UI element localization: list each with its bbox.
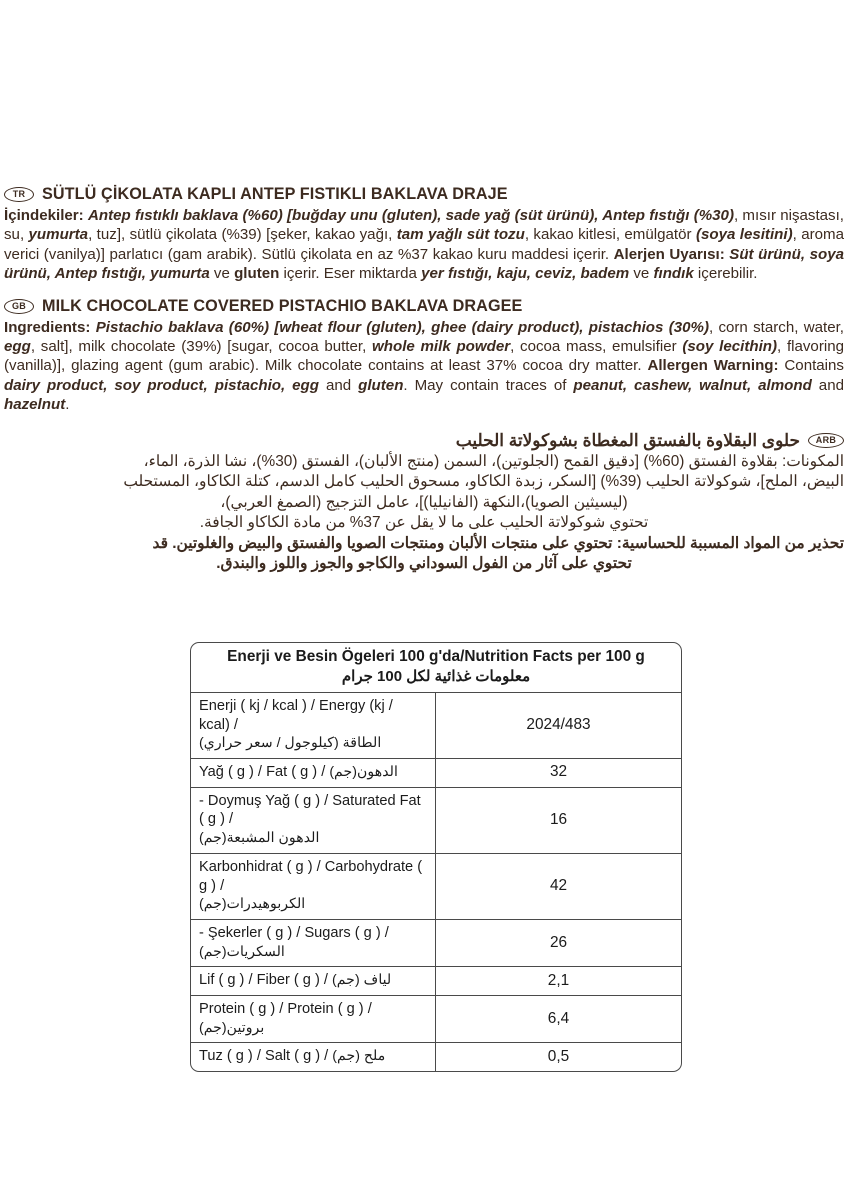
table-row: [190, 854, 682, 920]
row-label-fiber-en: Fiber ( g ) /: [256, 972, 328, 989]
table-row: [190, 996, 682, 1043]
row-label-saturated-fat-tr: - Doymuş Yağ ( g ) /: [199, 792, 329, 809]
english-ingredients-body: Pistachio baklava (60%) [wheat flour (gluten), ghee (dairy product), pistachios (30%), corn starch, water, egg, salt], milk chocolate (39%) [sugar, cocoa butter, whole milk powder, cocoa mass, emulsifier (soy lecithin), flavoring (vanilla)], glazing agent (gum arabic). Milk chocolate contains at least 37% cocoa dry matter.: [4, 318, 844, 375]
table-row: [190, 1043, 682, 1072]
turkish-heading: [4, 186, 844, 203]
row-label-fiber: [190, 967, 436, 996]
row-label-carbohydrate-tr: Karbonhidrat ( g ) /: [199, 858, 321, 875]
arabic-section: [4, 431, 844, 575]
row-label-sugars: [190, 920, 436, 967]
english-product-title: MILK CHOCOLATE COVERED PISTACHIO BAKLAVA DRAGEE: [42, 296, 523, 315]
table-header-main: Enerji ve Besin Ögeleri 100 g'da/Nutrition Facts per 100 g: [227, 648, 645, 665]
arabic-line-1: المكونات: بقلاوة الفستق (60%) [دقيق القمح (الجلوتين)، السمن (منتج الألبان)، الفستق (30%)، نشا الذرة، الماء،: [143, 452, 844, 470]
arabic-allergen-line-2: تحتوي على آثار من الفول السوداني والكاجو والجوز واللوز والبندق.: [216, 555, 632, 573]
arabic-line-4: تحتوي شوكولاتة الحليب على ما لا يقل عن 37% من مادة الكاكاو الجافة.: [199, 514, 649, 532]
row-label-carbohydrate-en: Carbohydrate ( g ) /: [199, 858, 423, 894]
row-label-sugars-tr: - Şekerler ( g ) /: [199, 924, 301, 941]
row-label-energy-en: Energy (kj / kcal) /: [199, 698, 393, 733]
english-allergen-label: Allergen Warning:: [647, 357, 779, 375]
row-label-sugars-ar: السكريات(جم): [199, 943, 285, 960]
row-label-saturated-fat-ar: الدهون المشبعة(جم): [199, 830, 320, 847]
turkish-ingredients-text: [4, 206, 844, 284]
table-row: [190, 920, 682, 967]
turkish-allergen-label: Alerjen Uyarısı:: [613, 245, 725, 263]
table-header-arabic: معلومات غذائية لكل 100 جرام: [341, 668, 531, 686]
row-value-protein: 6,4: [436, 996, 682, 1043]
arabic-line-3: (ليسيثين الصويا)،النكهة (الفانيليا)]، عامل التزجيج (الصمغ العربي)،: [220, 493, 628, 511]
english-heading: [4, 298, 844, 315]
row-value-energy: 2024/483: [436, 693, 682, 759]
table-header-cell: [190, 642, 682, 693]
arabic-line-2: البيض، الملح]، شوكولاتة الحليب (39%) [السكر، زبدة الكاكاو، مسحوق الحليب كامل الدسم، كتلة الكاكاو، المستحلب: [123, 473, 844, 491]
table-row: [190, 759, 682, 788]
row-value-saturated-fat: 16: [436, 788, 682, 854]
turkish-ingredients-label: İçindekiler:: [4, 207, 84, 224]
nutrition-facts-table-wrapper: [190, 642, 682, 1072]
row-value-sugars: 26: [436, 920, 682, 967]
table-header-row: [190, 642, 682, 693]
row-label-carbohydrate: [190, 854, 436, 920]
row-label-fat: [190, 759, 436, 788]
row-value-salt: 0,5: [436, 1043, 682, 1072]
row-label-energy: [190, 693, 436, 759]
nutrition-facts-table: [190, 642, 682, 1072]
arb-language-badge-icon: ARB: [808, 433, 844, 448]
gb-language-badge-icon: GB: [4, 299, 34, 314]
row-label-saturated-fat: [190, 788, 436, 854]
english-ingredients-label: Ingredients:: [4, 318, 91, 336]
table-row: [190, 693, 682, 759]
english-ingredients-text: [4, 318, 844, 415]
english-section: [4, 298, 844, 415]
arabic-product-title: حلوى البقلاوة بالفستق المغطاة بشوكولاتة الحليب: [455, 430, 800, 450]
row-label-fat-en: Fat ( g ) /: [266, 764, 326, 781]
turkish-allergen-body: Süt ürünü, soya ürünü, Antep fıstığı, yumurta ve gluten içerir. Eser miktarda yer fıstığı, kaju, ceviz, badem ve fındık içerebilir.: [4, 245, 844, 283]
table-row: [190, 788, 682, 854]
row-label-sugars-en: Sugars ( g ) /: [304, 924, 389, 941]
row-label-fat-tr: Yağ ( g ) /: [199, 764, 262, 781]
row-label-energy-tr: Enerji ( kj / kcal ) /: [199, 698, 315, 715]
turkish-product-title: SÜTLÜ ÇİKOLATA KAPLI ANTEP FISTIKLI BAKLAVA DRAJE: [42, 185, 508, 203]
row-value-carbohydrate: 42: [436, 854, 682, 920]
row-label-saturated-fat-en: Saturated Fat ( g ) /: [199, 792, 421, 828]
row-label-fiber-tr: Lif ( g ) /: [199, 972, 253, 989]
row-label-protein-ar: بروتين(جم): [199, 1019, 265, 1036]
table-row: [190, 967, 682, 996]
row-label-protein: [190, 996, 436, 1043]
tr-language-badge-icon: TR: [4, 187, 34, 202]
row-label-carbohydrate-ar: الكربوهيدرات(جم): [199, 896, 306, 913]
row-value-fiber: 2,1: [436, 967, 682, 996]
arabic-allergen-line: تحذير من المواد المسببة للحساسية: تحتوي على منتجات الألبان ومنتجات الصويا والفستق والبيض والغلوتين. قد: [152, 534, 844, 552]
row-label-protein-tr: Protein ( g ) /: [199, 1000, 284, 1017]
turkish-ingredients-body: Antep fıstıklı baklava (%60) [buğday unu (gluten), sade yağ (süt ürünü), Antep fıstığı (%30), mısır nişastası, su, yumurta, tuz], sütlü çikolata (%39) [şeker, kakao yağı, tam yağlı süt tozu, kakao kitlesi, emülgatör (soya lesitini), aroma verici (vanilya)] parlatıcı (gam arabik). Sütlü çikolata en az %37 kakao kuru maddesi içerir.: [4, 207, 844, 263]
turkish-section: [4, 186, 844, 284]
row-label-protein-en: Protein ( g ) /: [287, 1000, 372, 1017]
row-label-salt-en: Salt ( g ) /: [264, 1048, 329, 1065]
row-label-fiber-ar: لياف (جم): [332, 972, 392, 989]
row-label-salt-tr: Tuz ( g ) /: [199, 1048, 261, 1065]
arabic-ingredients-text: [4, 452, 844, 575]
row-label-fat-ar: الدهون(جم): [329, 764, 398, 781]
arabic-heading: [4, 431, 844, 451]
row-label-salt: [190, 1043, 436, 1072]
row-value-fat: 32: [436, 759, 682, 788]
row-label-energy-ar: الطاقة (كيلوجول / سعر حراري): [199, 735, 382, 752]
row-label-salt-ar: ملح (جم): [332, 1048, 386, 1065]
english-allergen-body: Contains dairy product, soy product, pistachio, egg and gluten. May contain traces of peanut, cashew, walnut, almond and hazelnut.: [4, 357, 844, 414]
